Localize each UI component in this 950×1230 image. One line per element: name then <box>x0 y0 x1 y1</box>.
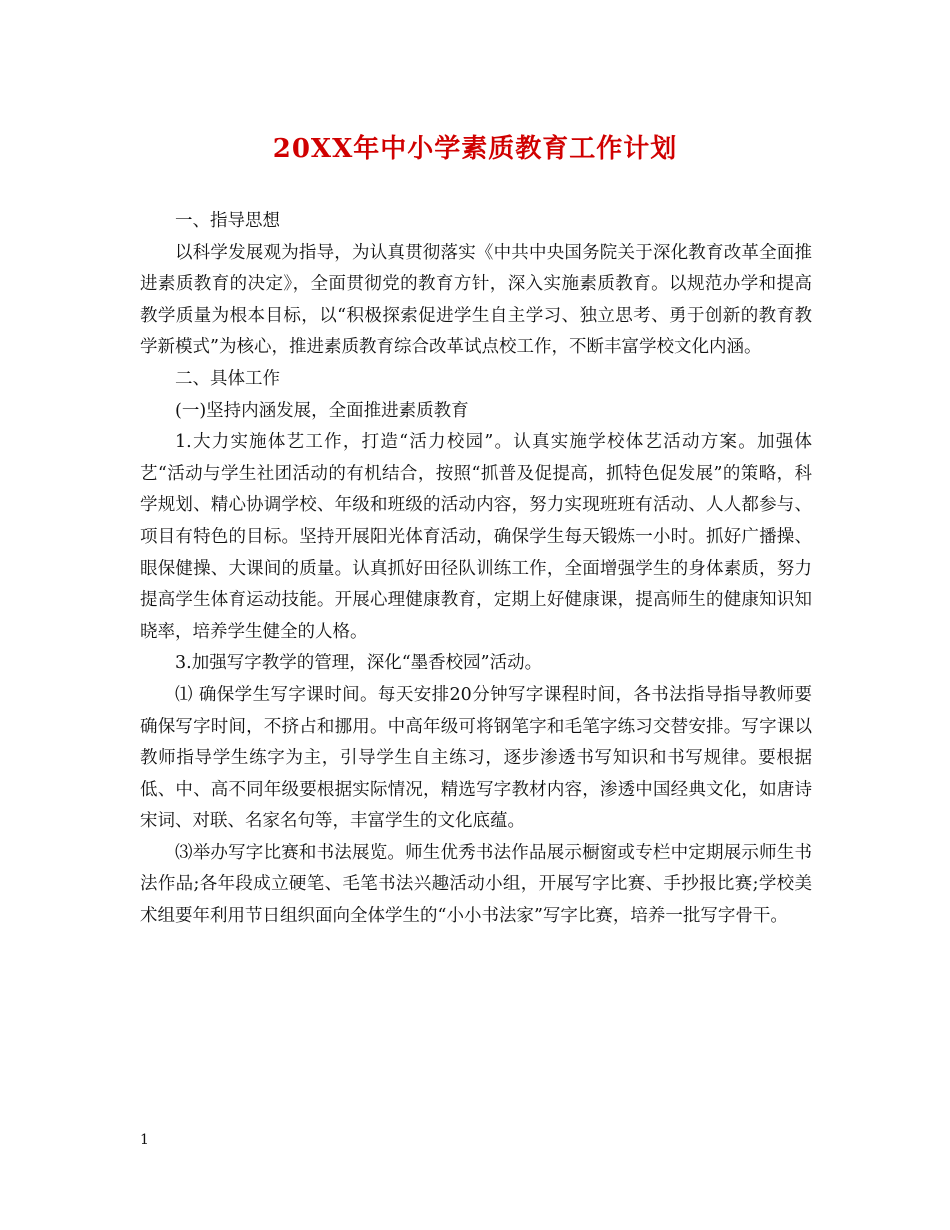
subsection-heading: (一)坚持内涵发展，全面推进素质教育 <box>175 400 469 421</box>
page-number: 1 <box>140 1132 149 1148</box>
paragraph: 3.加强写字教学的管理，深化“墨香校园”活动。 <box>175 653 543 674</box>
section-heading: 一、指导思想 <box>175 211 280 231</box>
section-heading: 二、具体工作 <box>175 368 280 389</box>
paragraph: ⑶举办写字比赛和书法展览。师生优秀书法作品展示橱窗或专栏中定期展示师生书法作品;各年段成立硬笔、毛笔书法兴趣活动小组，开展写字比赛、手抄报比赛;学校美术组要年利用节日组织面向全体学生的“小小书法家”写字比赛，培养一批写字骨干。 <box>140 842 812 927</box>
paragraph: ⑴ 确保学生写字课时间。每天安排20分钟写字课程时间，各书法指导指导教师要确保写字时间，不挤占和挪用。中高年级可将钢笔字和毛笔字练习交替安排。写字课以教师指导学生练字为主，引导学生自主练习，逐步渗透书写知识和书写规律。要根据低、中、高不同年级要根据实际情况，精选写字教材内容，渗透中国经典文化，如唐诗宋词、对联、名家名句等，丰富学生的文化底蕴。 <box>140 684 812 832</box>
document-body <box>140 206 812 933</box>
paragraph: 1.大力实施体艺工作，打造“活力校园”。认真实施学校体艺活动方案。加强体艺“活动与学生社团活动的有机结合，按照“抓普及促提高，抓特色促发展”的策略，科学规划、精心协调学校、年级和班级的活动内容，努力实现班班有活动、人人都参与、项目有特色的目标。坚持开展阳光体育活动，确保学生每天锻炼一小时。抓好广播操、眼保健操、大课间的质量。认真抓好田径队训练工作，全面增强学生的身体素质，努力提高学生体育运动技能。开展心理健康教育，定期上好健康课，提高师生的健康知识知晓率，培养学生健全的人格。 <box>140 432 812 642</box>
paragraph: 以科学发展观为指导，为认真贯彻落实《中共中央国务院关于深化教育改革全面推进素质教育的决定》，全面贯彻党的教育方针，深入实施素质教育。以规范办学和提高教学质量为根本目标，以“积极探索促进学生自主学习、独立思考、勇于创新的教育教学新模式”为核心，推进素质教育综合改革试点校工作，不断丰富学校文化内涵。 <box>140 242 812 358</box>
document-title: 20XX年中小学素质教育工作计划 <box>272 134 678 164</box>
